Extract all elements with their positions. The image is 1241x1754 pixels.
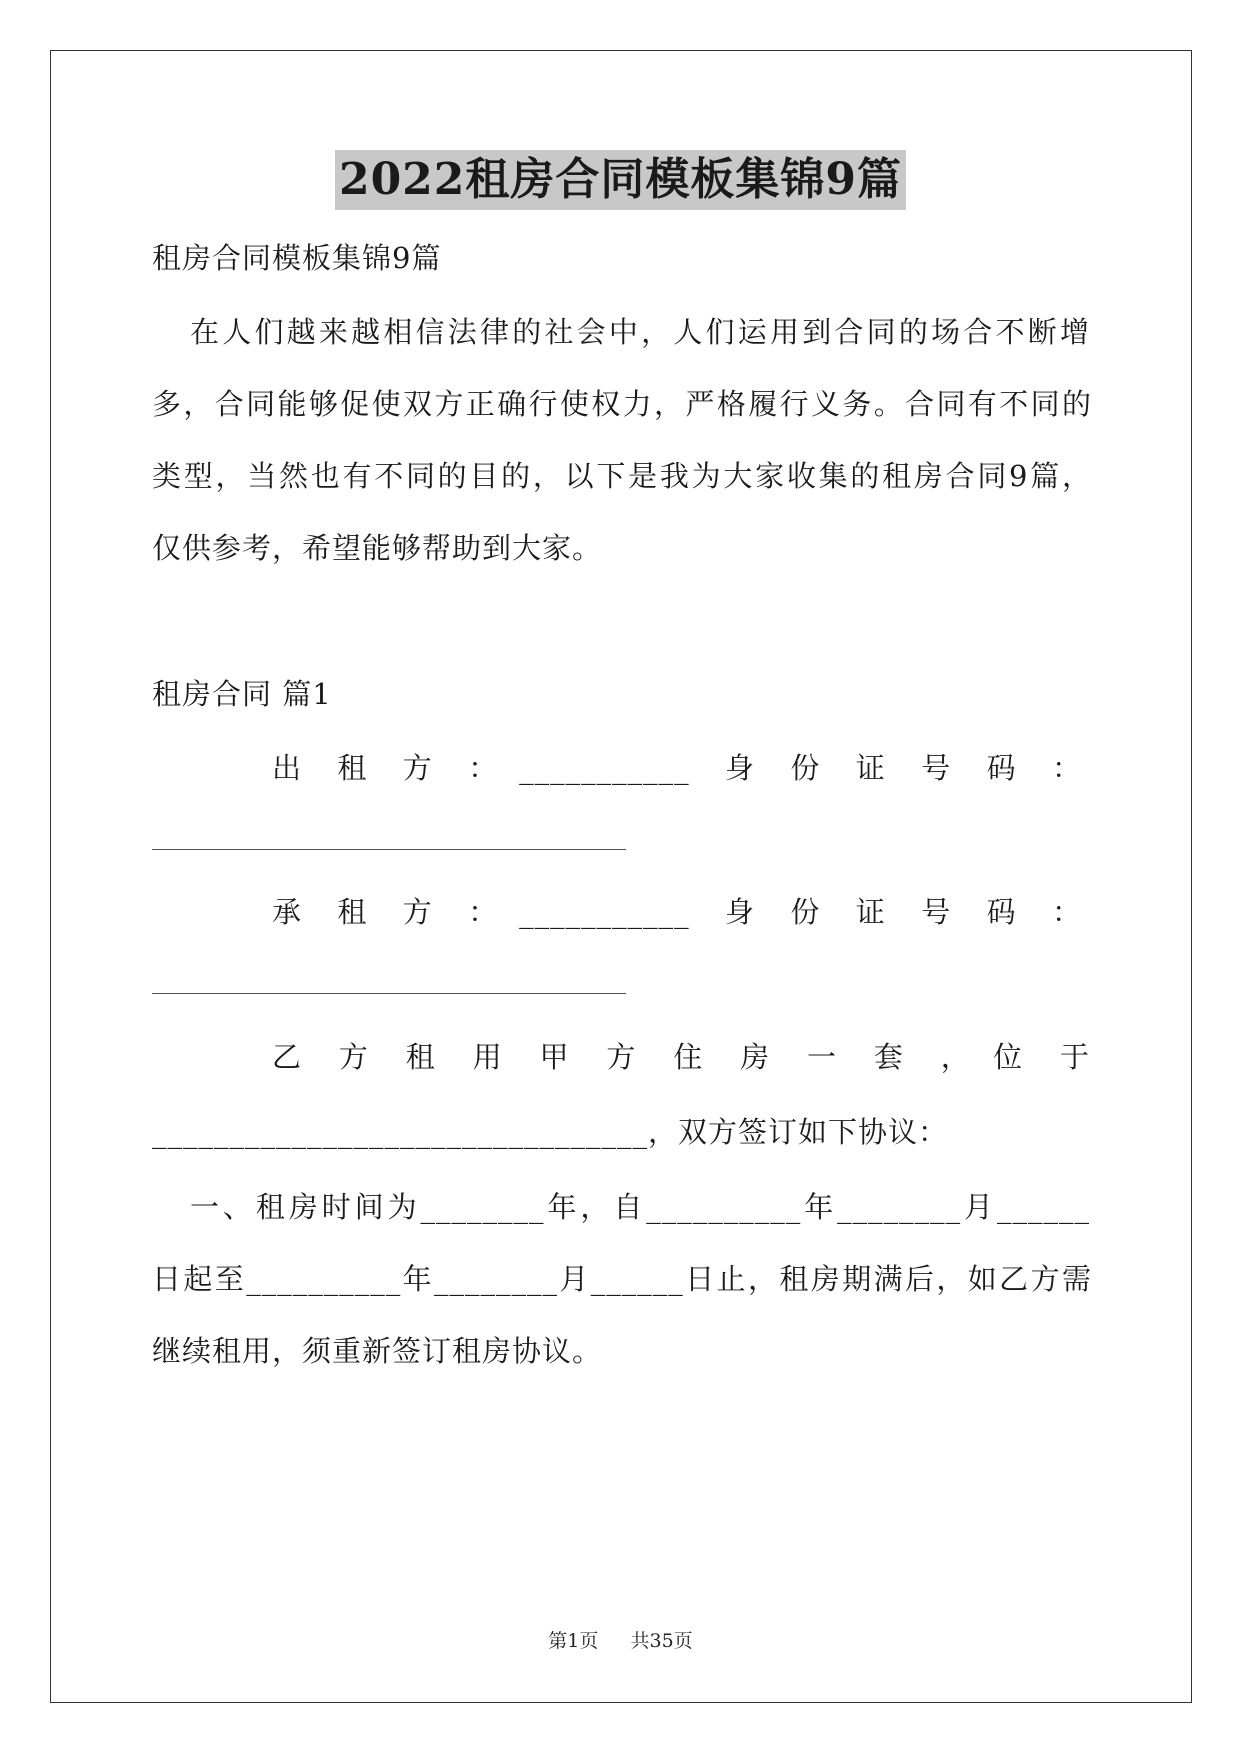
page-footer <box>0 1628 1241 1654</box>
intro-line-3: 类型，当然也有不同的目的，以下是我为大家收集的租房合同9篇， <box>152 459 1092 493</box>
tenant-id-blank <box>152 993 626 994</box>
document-title: 2022租房合同模板集锦9篇 <box>335 150 906 210</box>
document-subtitle: 租房合同模板集锦9篇 <box>152 241 442 275</box>
section-heading: 租房合同 篇1 <box>152 677 332 711</box>
landlord-id-blank <box>152 849 626 850</box>
tenant-line: 承 租 方 ： ___________ 身 份 证 号 码 ： <box>272 895 1082 929</box>
title-container <box>0 150 1241 210</box>
clause-intro-line-2: ________________________________，双方签订如下协议： <box>152 1115 949 1149</box>
page-total: 共35页 <box>630 1630 693 1652</box>
clause-intro-line-1: 乙 方 租 用 甲 方 住 房 一 套 ， 位 于 <box>272 1040 1090 1074</box>
page-border <box>50 50 1192 1703</box>
clause1-line-1: 一、租房时间为________年，自__________年________月______ <box>190 1190 1090 1224</box>
page-number: 第1页 <box>548 1630 599 1652</box>
landlord-line: 出 租 方 ： ___________ 身 份 证 号 码 ： <box>272 751 1082 785</box>
clause1-line-3: 继续租用，须重新签订租房协议。 <box>152 1334 603 1368</box>
intro-line-2: 多，合同能够促使双方正确行使权力，严格履行义务。合同有不同的 <box>152 387 1092 421</box>
intro-line-1: 在人们越来越相信法律的社会中，人们运用到合同的场合不断增 <box>190 315 1090 349</box>
clause1-line-2: 日起至__________年________月______日止，租房期满后，如乙方需 <box>152 1262 1092 1296</box>
intro-line-4: 仅供参考，希望能够帮助到大家。 <box>152 531 603 565</box>
